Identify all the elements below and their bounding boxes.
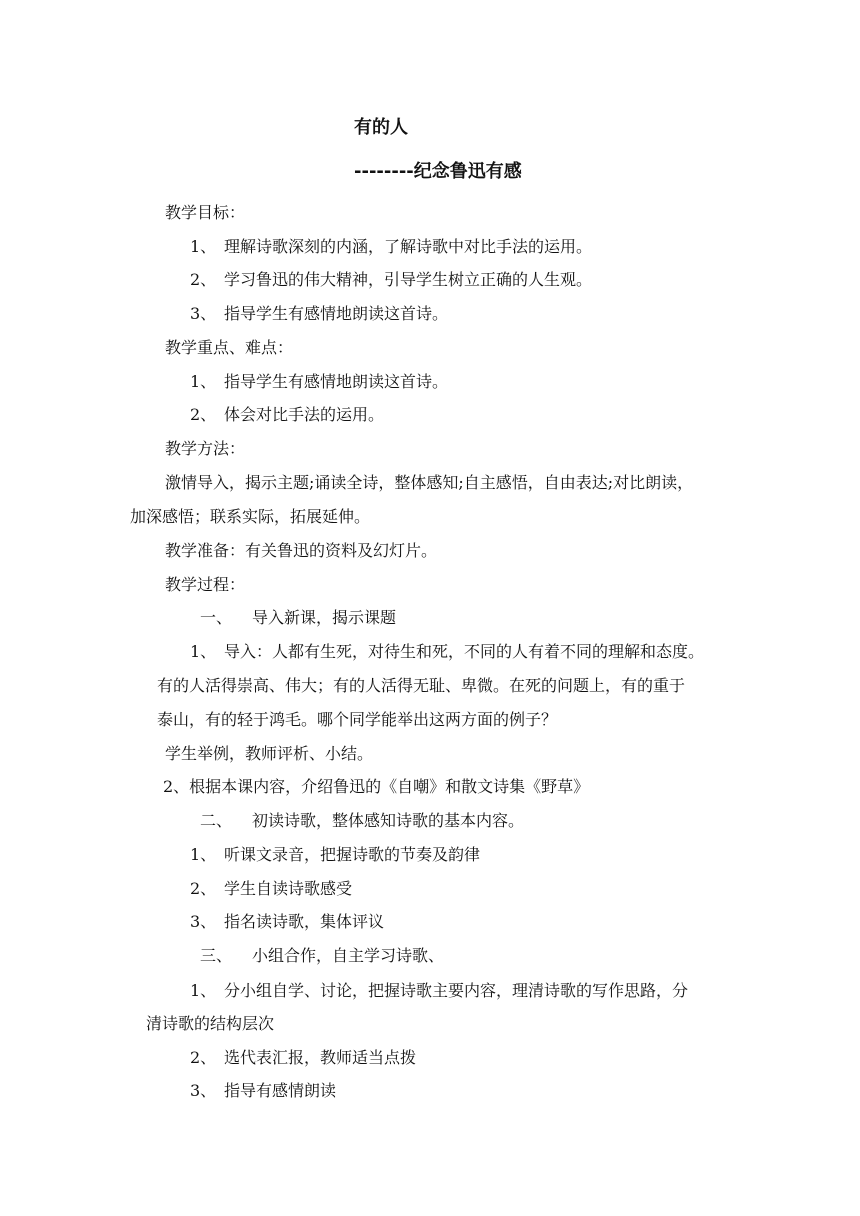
objective-item xyxy=(190,270,592,290)
process-heading: 教学过程： xyxy=(165,575,246,594)
section-heading xyxy=(200,811,524,831)
item-text: 导入：人都有生死，对待生和死，不同的人有着不同的理解和态度。 xyxy=(224,642,705,661)
item-number: 3、 xyxy=(190,912,217,931)
process-item-continuation: 泰山，有的轻于鸿毛。哪个同学能举出这两方面的例子？ xyxy=(157,710,558,729)
item-text: 指导学生有感情地朗读这首诗。 xyxy=(224,372,449,391)
objective-item xyxy=(190,237,592,257)
key-points-heading: 教学重点、难点： xyxy=(165,338,294,357)
section-heading xyxy=(200,946,444,966)
methods-heading: 教学方法： xyxy=(165,439,246,458)
section-title: 导入新课，揭示课题 xyxy=(252,608,397,627)
item-number: 1、 xyxy=(190,845,217,864)
item-text: 指名读诗歌，集体评议 xyxy=(224,912,385,931)
section-title: 小组合作，自主学习诗歌、 xyxy=(252,946,445,965)
item-text: 学生自读诗歌感受 xyxy=(224,879,353,898)
process-item xyxy=(190,1081,336,1101)
section-heading xyxy=(200,608,396,628)
item-number: 2、 xyxy=(190,270,217,289)
key-point-item xyxy=(190,405,384,425)
section-number: 三、 xyxy=(200,946,233,965)
item-number: 3、 xyxy=(190,304,217,323)
section-title: 初读诗歌，整体感知诗歌的基本内容。 xyxy=(252,811,525,830)
item-number: 1、 xyxy=(190,372,217,391)
item-text: 指导学生有感情地朗读这首诗。 xyxy=(224,304,449,323)
item-text: 指导有感情朗读 xyxy=(224,1081,337,1100)
process-item-continuation: 清诗歌的结构层次 xyxy=(146,1014,275,1033)
item-text: 体会对比手法的运用。 xyxy=(224,405,385,424)
item-number: 2、 xyxy=(190,405,217,424)
item-number: 2、 xyxy=(190,1048,217,1067)
key-point-item xyxy=(190,372,448,392)
section-number: 二、 xyxy=(200,811,233,830)
document-subtitle: --------纪念鲁迅有感 xyxy=(354,161,522,182)
process-item xyxy=(190,912,384,932)
item-text: 学习鲁迅的伟大精神，引导学生树立正确的人生观。 xyxy=(224,270,593,289)
item-number: 3、 xyxy=(190,1081,217,1100)
process-item-continuation: 有的人活得崇高、伟大；有的人活得无耻、卑微。在死的问题上，有的重于 xyxy=(157,676,686,695)
item-number: 1、 xyxy=(190,981,217,1000)
item-text: 分小组自学、讨论，把握诗歌主要内容，理清诗歌的写作思路，分 xyxy=(224,981,689,1000)
process-item: 2、根据本课内容，介绍鲁迅的《自嘲》和散文诗集《野草》 xyxy=(163,777,590,796)
objectives-heading: 教学目标： xyxy=(165,203,246,222)
item-number: 1、 xyxy=(190,237,217,256)
item-number: 1、 xyxy=(190,642,217,661)
item-text: 理解诗歌深刻的内涵，了解诗歌中对比手法的运用。 xyxy=(224,237,593,256)
process-note: 学生举例，教师评析、小结。 xyxy=(165,744,374,763)
item-number: 2、 xyxy=(190,879,217,898)
objective-item xyxy=(190,304,448,324)
document-title: 有的人 xyxy=(354,117,408,138)
item-text: 选代表汇报，教师适当点拨 xyxy=(224,1048,417,1067)
methods-text-line: 激情导入，揭示主题;诵读全诗，整体感知;自主感悟，自由表达;对比朗读， xyxy=(165,473,694,492)
process-item xyxy=(190,1048,416,1068)
process-item xyxy=(190,845,480,865)
process-item xyxy=(190,879,352,899)
process-item xyxy=(190,981,688,1001)
preparation-text: 教学准备：有关鲁迅的资料及幻灯片。 xyxy=(165,541,438,560)
methods-text-line: 加深感悟；联系实际，拓展延伸。 xyxy=(130,507,371,526)
process-item xyxy=(190,642,704,662)
item-text: 听课文录音，把握诗歌的节奏及韵律 xyxy=(224,845,481,864)
section-number: 一、 xyxy=(200,608,233,627)
